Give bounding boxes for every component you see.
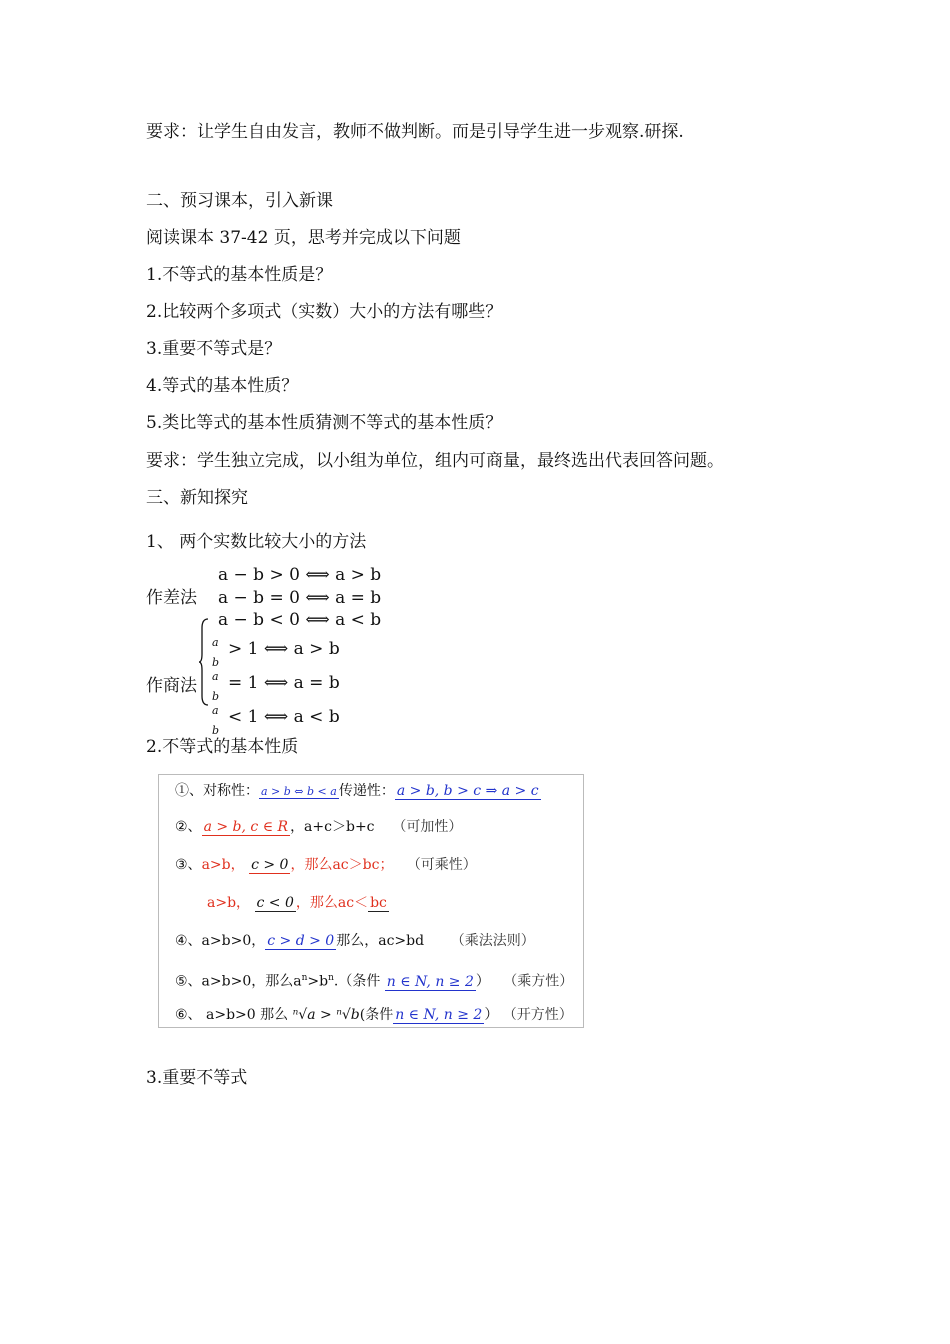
left-brace-icon	[199, 618, 209, 706]
difference-row-1: a − b > 0 ⟺ a > b	[218, 565, 382, 585]
property-multiplicativity: ③、a>b， c > 0 ，那么ac＞bc； （可乘性）	[175, 857, 477, 873]
property-additivity: ②、 a > b, c ∈ R ，a+c＞b+c （可加性）	[175, 819, 463, 835]
question-5: 5.类比等式的基本性质猜测不等式的基本性质？	[146, 413, 503, 433]
question-4: 4.等式的基本性质？	[146, 376, 299, 396]
quotient-row-2: = 1 ⟺ a = b	[228, 673, 340, 693]
reading-instruction: 阅读课本 37-42 页，思考并完成以下问题	[146, 228, 461, 248]
property-root: ⑥、 a>b>0 那么 ⁿ√a > ⁿ√b(条件 n ∈ N, n ≥ 2 ） （开方性）	[175, 1007, 573, 1023]
property-symmetry-transitivity: ①、对称性： a > b ⇔ b < a 传递性： a > b, b > c ⇒ a > c	[175, 783, 539, 799]
difference-method-label: 作差法	[146, 588, 197, 608]
property-multiplication-rule: ④、a>b>0， c > d > 0 那么，ac>bd （乘法法则）	[175, 933, 535, 949]
quotient-row-3: < 1 ⟺ a < b	[228, 707, 340, 727]
inequality-properties-box	[158, 774, 584, 1028]
property-multiplicativity-negative: a>b， c < 0 ，那么ac＜ bc	[207, 895, 387, 911]
quotient-method-label: 作商法	[146, 676, 197, 696]
question-3: 3.重要不等式是？	[146, 339, 282, 359]
quotient-row-1: > 1 ⟺ a > b	[228, 639, 340, 659]
question-2: 2.比较两个多项式（实数）大小的方法有哪些？	[146, 302, 503, 322]
difference-row-3: a − b < 0 ⟺ a < b	[218, 610, 382, 630]
subsection-3-title: 3.重要不等式	[146, 1068, 248, 1088]
section-3-title: 三、新知探究	[146, 488, 248, 508]
fraction-a-over-b-3: a b	[212, 704, 220, 737]
property-power: ⑤、a>b>0，那么$a^n>b^n$.（条件 n ∈ N, n ≥ 2 ） （乘方性）	[175, 973, 574, 990]
requirement-1: 要求：让学生自由发言，教师不做判断。而是引导学生进一步观察.研探.	[146, 122, 684, 142]
fraction-a-over-b-1: a b	[212, 636, 220, 669]
difference-row-2: a − b = 0 ⟺ a = b	[218, 588, 382, 608]
requirement-2: 要求：学生独立完成，以小组为单位，组内可商量，最终选出代表回答问题。	[146, 451, 724, 471]
question-1: 1.不等式的基本性质是？	[146, 265, 333, 285]
section-2-title: 二、预习课本，引入新课	[146, 191, 333, 211]
fraction-a-over-b-2: a b	[212, 670, 220, 703]
subsection-1-title: 1、 两个实数比较大小的方法	[146, 532, 367, 552]
subsection-2-title: 2.不等式的基本性质	[146, 737, 299, 757]
